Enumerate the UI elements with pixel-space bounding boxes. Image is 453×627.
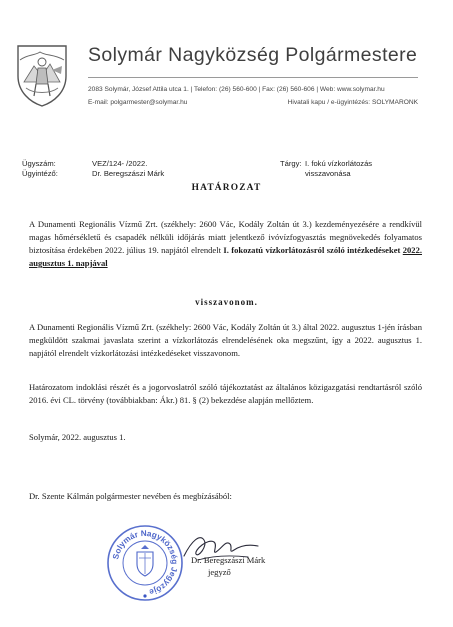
paragraph-1-bold: I. fokozatú vízkorlátozásról szóló intézkedéseket: [223, 245, 403, 255]
signer-role: jegyző: [208, 567, 231, 577]
contact-email: E-mail: polgarmester@solymar.hu: [88, 99, 188, 106]
case-number-value: VEZ/124- /2022.: [92, 159, 148, 168]
document-heading: HATÁROZAT: [191, 183, 262, 193]
officer-label: Ügyintéző:: [22, 169, 58, 178]
organization-title: Solymár Nagyközség Polgármestere: [88, 44, 418, 66]
official-stamp: [104, 522, 186, 604]
issue-date: Solymár, 2022. augusztus 1.: [29, 432, 126, 442]
signer-name: Dr. Beregszászi Márk: [191, 555, 266, 565]
header-divider: [88, 77, 418, 78]
decision-line: visszavonom.: [195, 297, 258, 307]
svg-text:Solymár Nagyközség Jegyzője: Solymár Nagyközség Jegyzője: [111, 528, 180, 597]
officer-value: Dr. Beregszászi Márk: [92, 169, 165, 178]
subject-line-2: visszavonása: [305, 169, 351, 178]
paragraph-legal-basis: Határozatom indoklási részét és a jogorvoslatról szóló tájékoztatást az általános közigazgatási rendtartásról szóló 2016. évi CL. törvény (továbbiakban: Ákr.) 81. § (2) bekezdése alapján mellőztem.: [29, 382, 422, 405]
paragraph-decision-intro: [29, 218, 422, 270]
municipal-coat-of-arms: [14, 42, 70, 108]
contact-portal: Hivatali kapu / e-ügyintézés: SOLYMARONK: [287, 99, 418, 106]
contact-line: 2083 Solymár, József Attila utca 1. | Telefon: (26) 560-600 | Fax: (26) 560-606 | Web: www.solymar.hu: [88, 86, 385, 93]
subject-line-1: I. fokú vízkorlátozás: [305, 159, 373, 168]
paragraph-1-effective-date: 2022. augusztus 1. napjával: [29, 245, 422, 268]
subject-label: Tárgy:: [280, 159, 302, 168]
on-behalf-line: Dr. Szente Kálmán polgármester nevében és megbízásából:: [29, 491, 232, 501]
case-number-label: Ügyszám:: [22, 159, 56, 168]
paragraph-justification: A Dunamenti Regionális Vízmű Zrt. (székhely: 2600 Vác, Kodály Zoltán út 3.) által 2022. augusztus 1-jén írásban megküldött szakmai javaslata szerint a vízkorlátozás elrendelésének oka megszűnt, így a 2022. augusztus 1. napjától elrendelt vízkorlátozási intézkedéseket visszavonom.: [29, 322, 422, 358]
paragraph-1-text: A Dunamenti Regionális Vízmű Zrt. (székhely: 2600 Vác, Kodály Zoltán út 3.) kezdeményezésére a rendkívül magas hőmérsékletű és csapadék nélküli időjárás miatt jelentkező ivóvízfogyasztás megnövekedés folyamatos biztosítása érdekében 2022. július 19. napjától elrendelt: [29, 219, 422, 255]
